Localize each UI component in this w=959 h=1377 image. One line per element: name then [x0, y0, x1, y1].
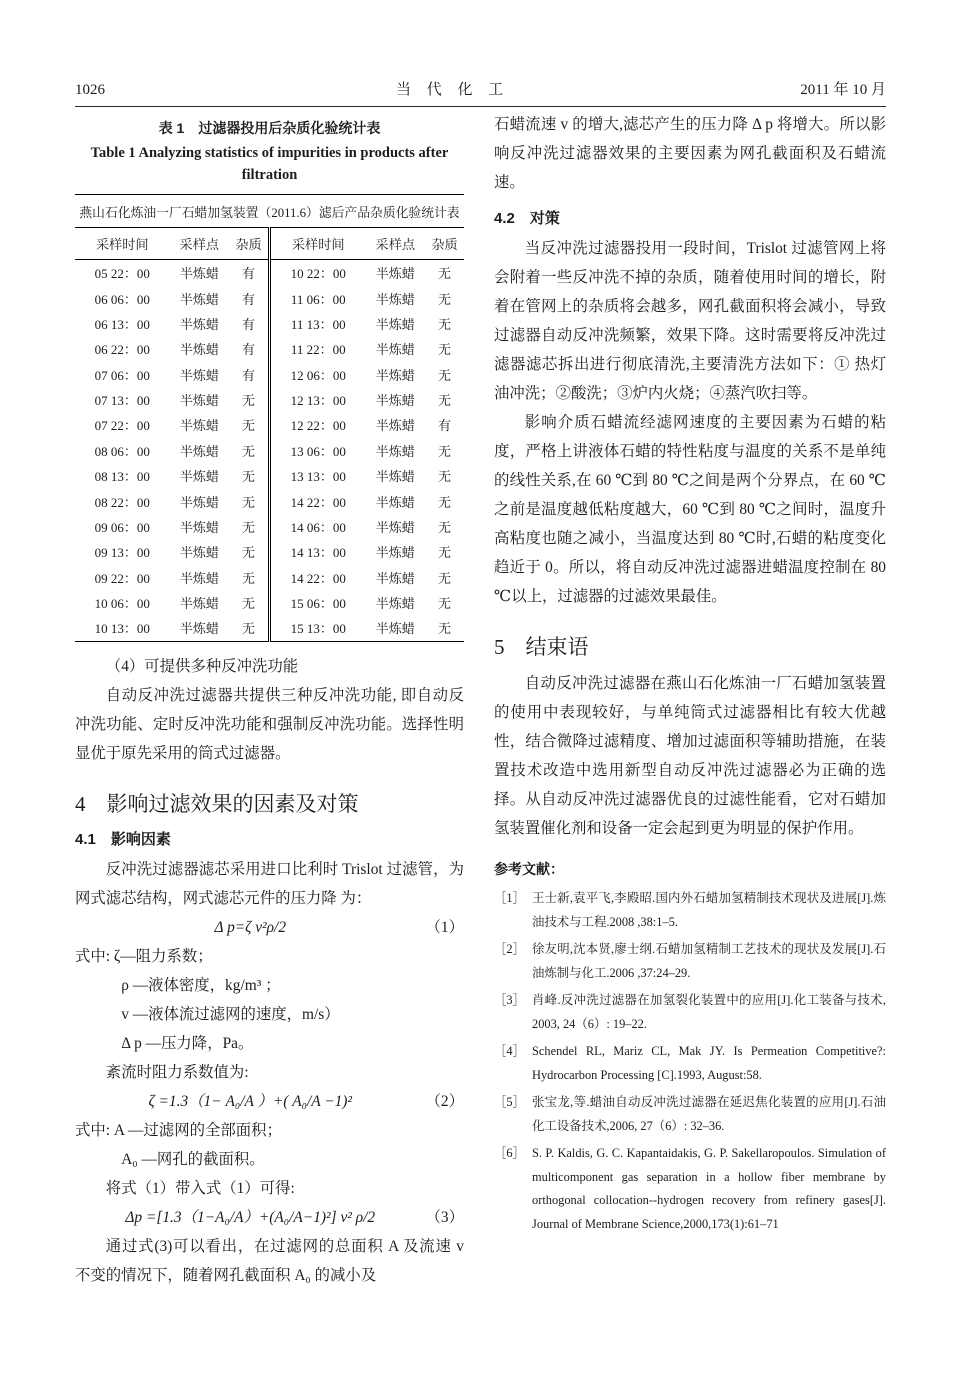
- cell-sample-point-2: 半炼蜡: [375, 316, 415, 332]
- cell-impurity-1: 无: [242, 443, 256, 459]
- cell-impurity-1: 无: [242, 570, 256, 586]
- equation-2: [75, 1087, 464, 1116]
- item4-body: 自动反冲洗过滤器共提供三种反冲洗功能, 即自动反冲洗功能、定时反冲洗功能和强制反冲洗功能。选择性明显优于原先采用的筒式过滤器。: [75, 686, 464, 762]
- cell-sample-time-1: 06 13：00: [94, 316, 150, 332]
- cell-sample-point-1: 半炼蜡: [179, 316, 219, 332]
- table-row: [75, 539, 464, 564]
- equation-3: [75, 1203, 464, 1232]
- turbulence-text: 紊流时阻力系数值为:: [105, 1063, 249, 1081]
- reference-item: [494, 887, 886, 934]
- cell-sample-time-2: 14 22：00: [269, 488, 365, 513]
- cell-sample-point-2: 半炼蜡: [375, 342, 415, 358]
- cell-sample-point-2: 半炼蜡: [375, 519, 415, 535]
- col-header-impurity-2: 杂质: [425, 228, 464, 260]
- cell-sample-point-2: 半炼蜡: [375, 621, 415, 637]
- cell-sample-time-2: 11 06：00: [269, 285, 365, 310]
- eq1-where-rho: ρ —液体密度，kg/m³ ；: [121, 976, 281, 994]
- left-column: [75, 112, 464, 1290]
- journal-title: 当 代 化 工: [396, 82, 510, 98]
- col-header-sample-point-1: 采样点: [170, 228, 230, 260]
- cell-sample-point-1: 半炼蜡: [179, 418, 219, 434]
- section5-heading: 5 结束语: [494, 635, 589, 659]
- cell-sample-time-1: 08 22：00: [94, 494, 150, 510]
- cell-impurity-1: 无: [242, 418, 256, 434]
- cell-impurity-1: 无: [242, 621, 256, 637]
- equation-1-formula: Δ p=ζ v²ρ/2: [214, 918, 287, 936]
- cell-sample-time-2: 12 22：00: [269, 412, 365, 437]
- issue-date: 2011 年 10 月: [800, 82, 886, 98]
- cell-sample-point-2: 半炼蜡: [375, 596, 415, 612]
- cell-sample-point-1: 半炼蜡: [179, 291, 219, 307]
- equation-2-formula: ζ =1.3（1− A₀/A ）+( A₀/A −1)²: [148, 1092, 353, 1110]
- cell-sample-point-1: 半炼蜡: [179, 519, 219, 535]
- cell-impurity-2: 无: [438, 545, 452, 561]
- item4-title: （4）可提供多种反冲洗功能: [105, 657, 299, 675]
- cell-impurity-1: 无: [242, 469, 256, 485]
- cell-sample-point-2: 半炼蜡: [375, 418, 415, 434]
- cell-impurity-2: 无: [438, 596, 452, 612]
- section41-heading: 4.1 影响因素: [75, 830, 171, 848]
- para-continuation: 石蜡流速 v 的增大,滤芯产生的压力降 Δ p 将增大。所以影响反冲洗过滤器效果的主要因素为网孔截面积及石蜡流速。: [494, 116, 886, 191]
- para-conclusion: 自动反冲洗过滤器在燕山石化炼油一厂石蜡加氢装置的使用中表现较好，与单纯筒式过滤器相比有较大优越性，结合微降过滤精度、增加过滤面积等辅助措施，在装置技术改造中选用新型自动反冲洗过滤器必为正确的选择。从自动反冲洗过滤器优良的过滤性能看，它对石蜡加氢装置催化剂和设备一定会起到更为明显的保护作用。: [494, 675, 886, 837]
- cell-impurity-1: 有: [242, 291, 256, 307]
- eq1-where-zeta: 式中: ζ—阻力系数；: [75, 947, 213, 965]
- eq2-where-a0: A₀ —网孔的截面积。: [121, 1150, 265, 1168]
- cell-impurity-2: 有: [438, 418, 452, 434]
- cell-impurity-1: 有: [242, 367, 256, 383]
- equation-1-number: （1）: [425, 918, 464, 936]
- cell-sample-point-2: 半炼蜡: [375, 367, 415, 383]
- cell-sample-time-2: 10 22：00: [269, 260, 365, 286]
- equation-3-number: （3）: [425, 1208, 464, 1226]
- table-row: [75, 412, 464, 437]
- col-header-sample-point-2: 采样点: [365, 228, 425, 260]
- cell-sample-time-2: 14 22：00: [269, 565, 365, 590]
- table-title-en-line2: filtration: [241, 167, 298, 183]
- cell-impurity-2: 无: [438, 469, 452, 485]
- para-filter-element: 反冲洗过滤器滤芯采用进口比利时 Trislot 过滤管，为网式滤芯结构，网式滤芯元件的压力降 为：: [75, 860, 464, 907]
- cell-impurity-2: 无: [438, 367, 452, 383]
- cell-sample-time-1: 05 22：00: [94, 266, 150, 282]
- reference-text: 张宝龙,等.蜡油自动反冲洗过滤器在延迟焦化装置的应用[J].石油化工设备技术,2006, 27（6）: 32–36.: [532, 1095, 886, 1133]
- table-row: [75, 285, 464, 310]
- cell-sample-point-1: 半炼蜡: [179, 545, 219, 561]
- cell-sample-point-2: 半炼蜡: [375, 393, 415, 409]
- eq1-where-v: v —液体流过滤网的速度，m/s）: [121, 1005, 340, 1023]
- reference-text: 肖峰.反冲洗过滤器在加氢裂化装置中的应用[J].化工装备与技术, 2003, 24（6）: 19–22.: [532, 993, 886, 1031]
- cell-sample-point-1: 半炼蜡: [179, 393, 219, 409]
- cell-sample-time-2: 12 06：00: [269, 362, 365, 387]
- cell-impurity-1: 有: [242, 266, 256, 282]
- table-row: [75, 514, 464, 539]
- cell-sample-time-2: 12 13：00: [269, 387, 365, 412]
- cell-impurity-1: 无: [242, 393, 256, 409]
- reference-number: ［2］: [494, 942, 525, 956]
- cell-impurity-2: 无: [438, 266, 452, 282]
- reference-number: ［4］: [494, 1044, 525, 1058]
- table-row: [75, 260, 464, 286]
- reference-item: [494, 1040, 886, 1087]
- reference-number: ［5］: [494, 1095, 525, 1109]
- cell-sample-point-2: 半炼蜡: [375, 266, 415, 282]
- reference-number: ［1］: [494, 891, 525, 905]
- cell-sample-point-1: 半炼蜡: [179, 570, 219, 586]
- cell-impurity-1: 有: [242, 342, 256, 358]
- table-span-header: 燕山石化炼油一厂石蜡加氢装置（2011.6）滤后产品杂质化验统计表: [75, 195, 464, 228]
- cell-sample-time-1: 08 06：00: [94, 443, 150, 459]
- cell-sample-point-2: 半炼蜡: [375, 443, 415, 459]
- cell-sample-point-2: 半炼蜡: [375, 545, 415, 561]
- reference-item: [494, 1091, 886, 1138]
- cell-impurity-1: 无: [242, 519, 256, 535]
- substitution-text: 将式（1）带入式（1）可得:: [105, 1179, 295, 1197]
- cell-sample-point-1: 半炼蜡: [179, 367, 219, 383]
- table-title-en-line1: Table 1 Analyzing statistics of impurities in products after: [90, 145, 449, 161]
- cell-sample-point-2: 半炼蜡: [375, 494, 415, 510]
- cell-sample-point-1: 半炼蜡: [179, 266, 219, 282]
- cell-sample-point-2: 半炼蜡: [375, 291, 415, 307]
- equation-3-formula: Δp =[1.3（1−A₀/A）+(A₀/A−1)²] v² ρ/2: [125, 1208, 376, 1226]
- cell-impurity-1: 无: [242, 545, 256, 561]
- cell-sample-time-1: 09 22：00: [94, 570, 150, 586]
- table-row: [75, 387, 464, 412]
- reference-item: [494, 989, 886, 1036]
- cell-sample-point-2: 半炼蜡: [375, 570, 415, 586]
- col-header-sample-time-1: 采样时间: [75, 228, 170, 260]
- cell-impurity-1: 有: [242, 316, 256, 332]
- cell-impurity-1: 无: [242, 596, 256, 612]
- cell-sample-time-2: 13 13：00: [269, 463, 365, 488]
- table-row: [75, 590, 464, 615]
- reference-number: ［3］: [494, 993, 525, 1007]
- cell-sample-point-1: 半炼蜡: [179, 621, 219, 637]
- table-row: [75, 565, 464, 590]
- table-title-cn: 表 1 过滤器投用后杂质化验统计表: [158, 120, 381, 136]
- table-row: [75, 362, 464, 387]
- para-countermeasure-2: 影响介质石蜡流经滤网速度的主要因素为石蜡的粘度，严格上讲液体石蜡的特性粘度与温度的关系不是单纯的线性关系,在 60 ℃到 80 ℃之间是两个分界点，在 60 ℃之前是温度越低粘度越大，60 ℃到 80 ℃之间时，温度升高粘度也随之减小，当温度达到 80 ℃时,石蜡的粘度变化趋近于 0。所以，将自动反冲洗过滤器进蜡温度控制在 80 ℃以上，过滤器的过滤效果最佳。: [494, 414, 886, 605]
- right-column: [494, 110, 886, 1240]
- table-row: [75, 336, 464, 361]
- cell-impurity-2: 无: [438, 291, 452, 307]
- cell-sample-time-2: 13 06：00: [269, 438, 365, 463]
- cell-impurity-2: 无: [438, 621, 452, 637]
- cell-sample-time-2: 14 13：00: [269, 539, 365, 564]
- cell-impurity-2: 无: [438, 494, 452, 510]
- equation-1: [75, 913, 464, 942]
- page-number: 1026: [75, 82, 105, 98]
- cell-sample-point-1: 半炼蜡: [179, 469, 219, 485]
- reference-item: [494, 1142, 886, 1236]
- impurity-statistics-table: [75, 194, 464, 642]
- cell-impurity-2: 无: [438, 443, 452, 459]
- table-row: [75, 463, 464, 488]
- references-heading: 参考文献：: [494, 861, 564, 877]
- cell-sample-point-1: 半炼蜡: [179, 596, 219, 612]
- col-header-impurity-1: 杂质: [229, 228, 269, 260]
- reference-number: ［6］: [494, 1146, 525, 1160]
- cell-sample-time-1: 10 06：00: [94, 596, 150, 612]
- table-row: [75, 311, 464, 336]
- cell-sample-time-1: 07 06：00: [94, 367, 150, 383]
- eq2-where-a: 式中: A —过滤网的全部面积；: [75, 1121, 282, 1139]
- section4-heading: 4 影响过滤效果的因素及对策: [75, 791, 359, 816]
- section42-heading: 4.2 对策: [494, 210, 560, 227]
- cell-impurity-2: 无: [438, 342, 452, 358]
- reference-text: Schendel RL, Mariz CL, Mak JY. Is Permeation Competitive?: Hydrocarbon Processing [C].1993, August:58.: [532, 1044, 886, 1082]
- cell-sample-time-2: 11 22：00: [269, 336, 365, 361]
- reference-text: 王士新,袁平飞,李殿昭.国内外石蜡加氢精制技术现状及进展[J].炼油技术与工程.2008 ,38:1–5.: [532, 891, 886, 929]
- reference-item: [494, 938, 886, 985]
- equation-2-number: （2）: [425, 1092, 464, 1110]
- page-header: [75, 78, 886, 107]
- cell-sample-time-1: 07 13：00: [94, 393, 150, 409]
- cell-sample-time-1: 07 22：00: [94, 418, 150, 434]
- table-row: [75, 438, 464, 463]
- cell-sample-time-2: 15 13：00: [269, 615, 365, 641]
- table-span-header-row: [75, 195, 464, 228]
- table-row: [75, 488, 464, 513]
- reference-text: 徐友明,沈本贤,廖士纲.石蜡加氢精制工艺技术的现状及发展[J].石油炼制与化工.2006 ,37:24–29.: [532, 942, 886, 980]
- cell-impurity-1: 无: [242, 494, 256, 510]
- cell-sample-time-1: 09 06：00: [94, 519, 150, 535]
- cell-sample-point-2: 半炼蜡: [375, 469, 415, 485]
- cell-impurity-2: 无: [438, 393, 452, 409]
- cell-sample-time-1: 06 06：00: [94, 291, 150, 307]
- para-countermeasure-1: 当反冲洗过滤器投用一段时间，Trislot 过滤管网上将会附着一些反冲洗不掉的杂质，随着使用时间的增长，附着在管网上的杂质将会越多，网孔截面积将会减小，导致过滤器自动反冲洗频繁，效果下降。这时需要将反冲洗过滤器滤芯拆出进行彻底清洗,主要清洗方法如下：① 热灯油冲洗；②酸洗；③炉内火烧；④蒸汽吹扫等。: [494, 240, 886, 402]
- cell-sample-point-1: 半炼蜡: [179, 342, 219, 358]
- cell-sample-time-1: 09 13：00: [94, 545, 150, 561]
- table-column-header-row: [75, 228, 464, 260]
- cell-sample-time-2: 14 06：00: [269, 514, 365, 539]
- cell-sample-time-2: 11 13：00: [269, 311, 365, 336]
- cell-sample-point-1: 半炼蜡: [179, 494, 219, 510]
- cell-sample-time-2: 15 06：00: [269, 590, 365, 615]
- cell-sample-time-1: 06 22：00: [94, 342, 150, 358]
- cell-sample-point-1: 半炼蜡: [179, 443, 219, 459]
- col-header-sample-time-2: 采样时间: [269, 228, 365, 260]
- cell-sample-time-1: 10 13：00: [94, 621, 150, 637]
- para-left-tail: 通过式(3)可以看出，在过滤网的总面积 A 及流速 v 不变的情况下，随着网孔截面积 A₀ 的减小及: [75, 1237, 464, 1284]
- reference-text: S. P. Kaldis, G. C. Kapantaidakis, G. P. Sakellaropoulos. Simulation of multicomponent gas separation in a hollow fiber membrane by orthogonal collocation--hydrogen recovery from refinery gases[J]. Journal of Membrane Science,2000,173(1):61–71: [532, 1146, 886, 1231]
- table-row: [75, 615, 464, 641]
- cell-impurity-2: 无: [438, 316, 452, 332]
- eq1-where-dp: Δ p —压力降，Pa。: [121, 1034, 254, 1052]
- cell-impurity-2: 无: [438, 570, 452, 586]
- cell-sample-time-1: 08 13：00: [94, 469, 150, 485]
- references-list: [494, 887, 886, 1236]
- cell-impurity-2: 无: [438, 519, 452, 535]
